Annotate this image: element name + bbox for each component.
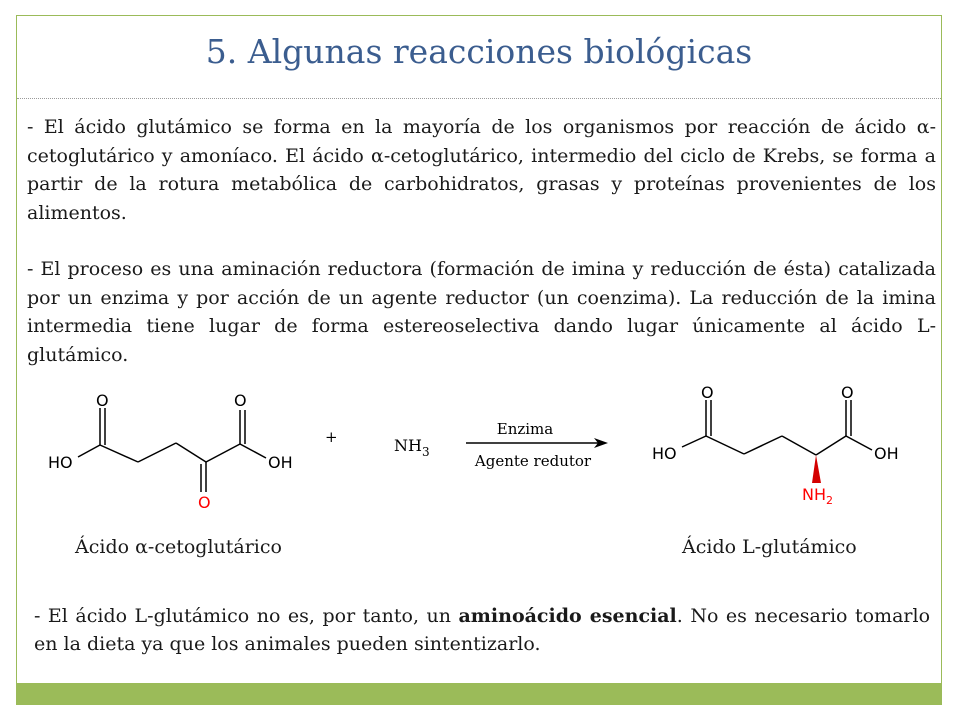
paragraph-process: - El proceso es una aminación reductora (formación de imina y reducción de ésta) catalizada por un enzima y por acción de un agente reductor (un coenzima). La reducción de la imina intermedia tiene lugar de forma estereoselectiva dando lugar únicamente al ácido L-glutámico. — [27, 258, 936, 366]
reactant-label: Ácido α-cetoglutárico — [75, 536, 282, 558]
reactant-keto-oxygen: O — [198, 493, 211, 512]
arrow-label-enzyme: Enzima — [496, 420, 554, 438]
essential-text-start: - El ácido L-glutámico no es, por tanto, un — [34, 605, 459, 627]
essential-text-end: . No es necesario tomarlo en la dieta ya que los animales pueden sintentizarlo. — [34, 605, 931, 655]
title-separator — [17, 98, 941, 99]
stereo-wedge-bond — [812, 455, 821, 483]
reaction-arrow — [466, 438, 608, 448]
l-glutamic-structure — [682, 400, 872, 455]
alpha-ketoglutaric-structure — [78, 408, 266, 492]
footer-accent-bar — [16, 683, 942, 705]
amine-subscript: 2 — [826, 494, 833, 507]
ammonia-subscript: 3 — [421, 445, 430, 459]
reactant-hydroxyl-right: OH — [268, 453, 293, 472]
ammonia-formula — [394, 436, 430, 459]
reactant-oxygen-top-left: O — [96, 391, 109, 410]
reactant-oxygen-top-right: O — [234, 391, 247, 410]
product-hydroxyl-right: OH — [874, 444, 899, 463]
plus-sign: + — [325, 428, 338, 446]
product-oxygen-top-right: O — [841, 383, 854, 402]
product-amine — [802, 485, 833, 507]
product-oxygen-top-left: O — [701, 383, 714, 402]
product-hydroxyl-left: HO — [652, 444, 677, 463]
paragraph-formation: - El ácido glutámico se forma en la mayoría de los organismos por reacción de ácido α-cetoglutárico y amoníaco. El ácido α-cetoglutárico, intermedio del ciclo de Krebs, se forma a partir de la rotura metabólica de carbohidratos, grasas y proteínas provenientes de los alimentos. — [27, 116, 936, 224]
slide-title: 5. Algunas reacciones biológicas — [205, 32, 753, 71]
reaction-scheme — [0, 380, 960, 530]
product-label: Ácido L-glutámico — [682, 536, 857, 558]
essential-amino-acid-term: aminoácido esencial — [458, 605, 677, 627]
amine-base: NH — [802, 485, 826, 504]
ammonia-base: NH — [394, 436, 422, 455]
arrow-label-reducing-agent: Agente redutor — [474, 452, 592, 470]
reactant-hydroxyl-left: HO — [48, 453, 73, 472]
paragraph-essential — [34, 602, 930, 658]
